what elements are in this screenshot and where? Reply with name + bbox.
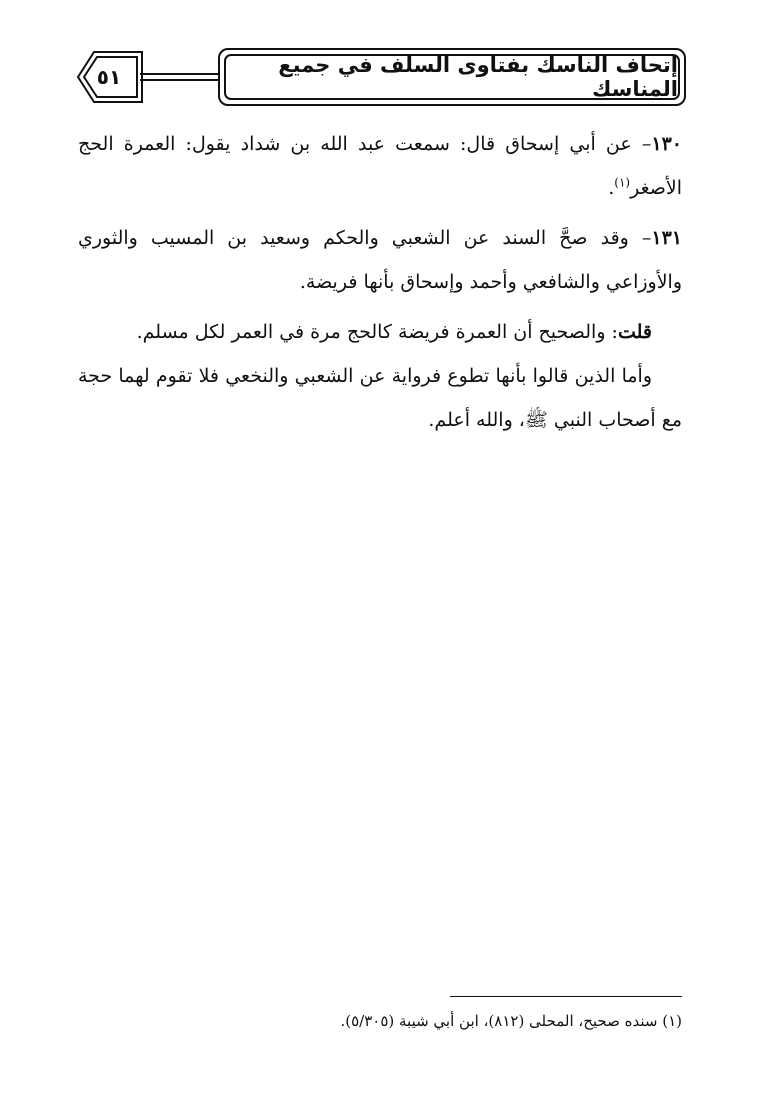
- paragraph-qult: [78, 310, 682, 354]
- header-title-box: [218, 48, 686, 106]
- footnote-ref[interactable]: (١): [614, 175, 631, 190]
- entry-number: ١٣١: [651, 227, 682, 249]
- page-content: [78, 122, 682, 442]
- page-number-badge: [74, 50, 144, 104]
- footnote-divider: [450, 996, 682, 997]
- paragraph-end: .: [608, 177, 615, 199]
- qult-label: قلت: [617, 321, 652, 343]
- footnote: (١) سنده صحيح، المحلى (٨١٢)، ابن أبي شيبة (٥/٣٠٥).: [340, 1012, 682, 1030]
- book-title: إتحاف الناسك بفتاوى السلف في جميع المناسك: [224, 54, 680, 100]
- page-number: ٥١: [96, 65, 122, 89]
- paragraph-text: – وقد صحَّ السند عن الشعبي والحكم وسعيد بن المسيب والثوري والأوزاعي والشافعي وأحمد وإسحاق بأنها فريضة.: [78, 227, 682, 293]
- paragraph-130: [78, 122, 682, 210]
- page-header: [74, 48, 686, 108]
- paragraph-text: : والصحيح أن العمرة فريضة كالحج مرة في العمر لكل مسلم.: [136, 321, 618, 343]
- header-connector: [140, 73, 220, 81]
- paragraph-131: [78, 216, 682, 304]
- paragraph-text: وأما الذين قالوا بأنها تطوع فرواية عن الشعبي والنخعي فلا تقوم لهما حجة مع أصحاب النبي ﷺ، والله أعلم.: [78, 365, 682, 431]
- entry-number: ١٣٠: [651, 133, 682, 155]
- paragraph-conclusion: [78, 354, 682, 442]
- paragraph-text: – عن أبي إسحاق قال: سمعت عبد الله بن شداد يقول: العمرة الحج الأصغر: [78, 133, 682, 199]
